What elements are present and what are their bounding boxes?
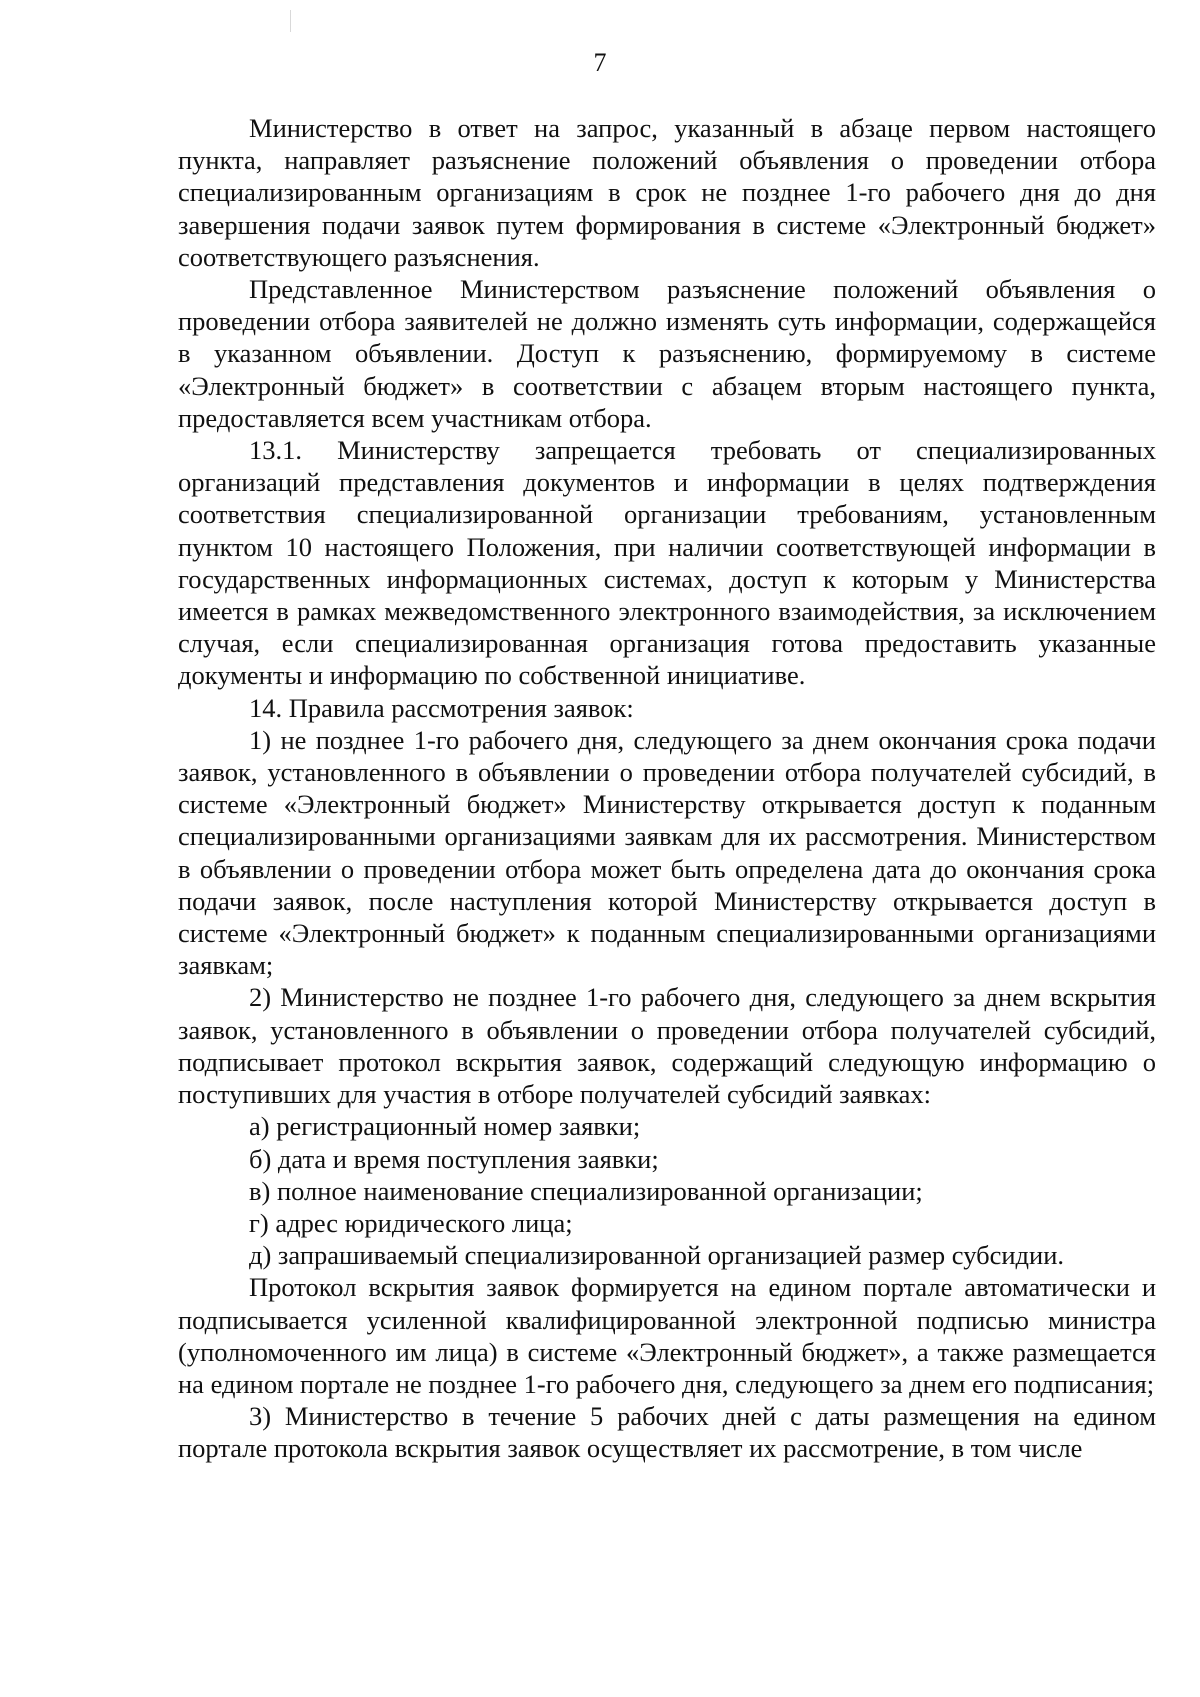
list-item-v: в) полное наименование специализированной организации; — [249, 1175, 923, 1206]
scan-artifact-line — [290, 10, 291, 32]
paragraph-rule-1: 1) не позднее 1-го рабочего дня, следующего за днем окончания срока подачи заявок, установленного в объявлении о проведении отбора получателей субсидий, в системе «Электронный бюджет» Министерству открывается доступ к поданным специализированными организациями заявкам для их рассмотрения. Министерством в объявлении о проведении отбора может быть определена дата до окончания срока подачи заявок, после наступления которой Министерству открывается доступ в системе «Электронный бюджет» к поданным специализированными организациями заявкам; — [178, 724, 1156, 981]
paragraph-rule-2: 2) Министерство не позднее 1-го рабочего дня, следующего за днем вскрытия заявок, установленного в объявлении о проведении отбора получателей субсидий, подписывает протокол вскрытия заявок, содержащий следующую информацию о поступивших для участия в отборе получателей субсидий заявках: — [178, 982, 1156, 1110]
list-item-b: б) дата и время поступления заявки; — [249, 1143, 659, 1174]
paragraph-ministry-response: Министерство в ответ на запрос, указанный в абзаце первом настоящего пункта, направляет разъяснение положений объявления о проведении отбора специализированным организациям в срок не позднее 1-го рабочего дня до дня завершения подачи заявок путем формирования в системе «Электронный бюджет» соответствующего разъяснения. — [178, 113, 1156, 272]
paragraph-13-1: 13.1. Министерству запрещается требовать от специализированных организаций представления документов и информации в целях подтверждения соответствия специализированной организации требованиям, установленным пунктом 10 настоящего Положения, при наличии соответствующей информации в государственных информационных системах, доступ к которым у Министерства имеется в рамках межведомственного электронного взаимодействия, за исключением случая, если специализированная организация готова предоставить указанные документы и информацию по собственной инициативе. — [178, 435, 1156, 691]
paragraph-rule-3: 3) Министерство в течение 5 рабочих дней с даты размещения на едином портале протокола вскрытия заявок осуществляет их рассмотрение, в том числе — [178, 1401, 1156, 1464]
list-item-d: д) запрашиваемый специализированной организацией размер субсидии. — [249, 1240, 1065, 1271]
paragraph-clarification: Представленное Министерством разъяснение положений объявления о проведении отбора заявителей не должно изменять суть информации, содержащейся в указанном объявлении. Доступ к разъяснению, формируемому в системе «Электронный бюджет» в соответствии с абзацем вторым настоящего пункта, предоставляется всем участникам отбора. — [178, 274, 1156, 433]
paragraph-protocol: Протокол вскрытия заявок формируется на едином портале автоматически и подписывается усиленной квалифицированной электронной подписью министра (уполномоченного им лица) в системе «Электронный бюджет», а также размещается на едином портале не позднее 1-го рабочего дня, следующего за днем его подписания; — [178, 1272, 1156, 1399]
document-body — [178, 112, 1156, 1465]
list-item-g: г) адрес юридического лица; — [249, 1207, 573, 1238]
page-number: 7 — [593, 48, 607, 77]
paragraph-14-heading: 14. Правила рассмотрения заявок: — [249, 692, 634, 723]
list-item-a: а) регистрационный номер заявки; — [249, 1111, 641, 1142]
